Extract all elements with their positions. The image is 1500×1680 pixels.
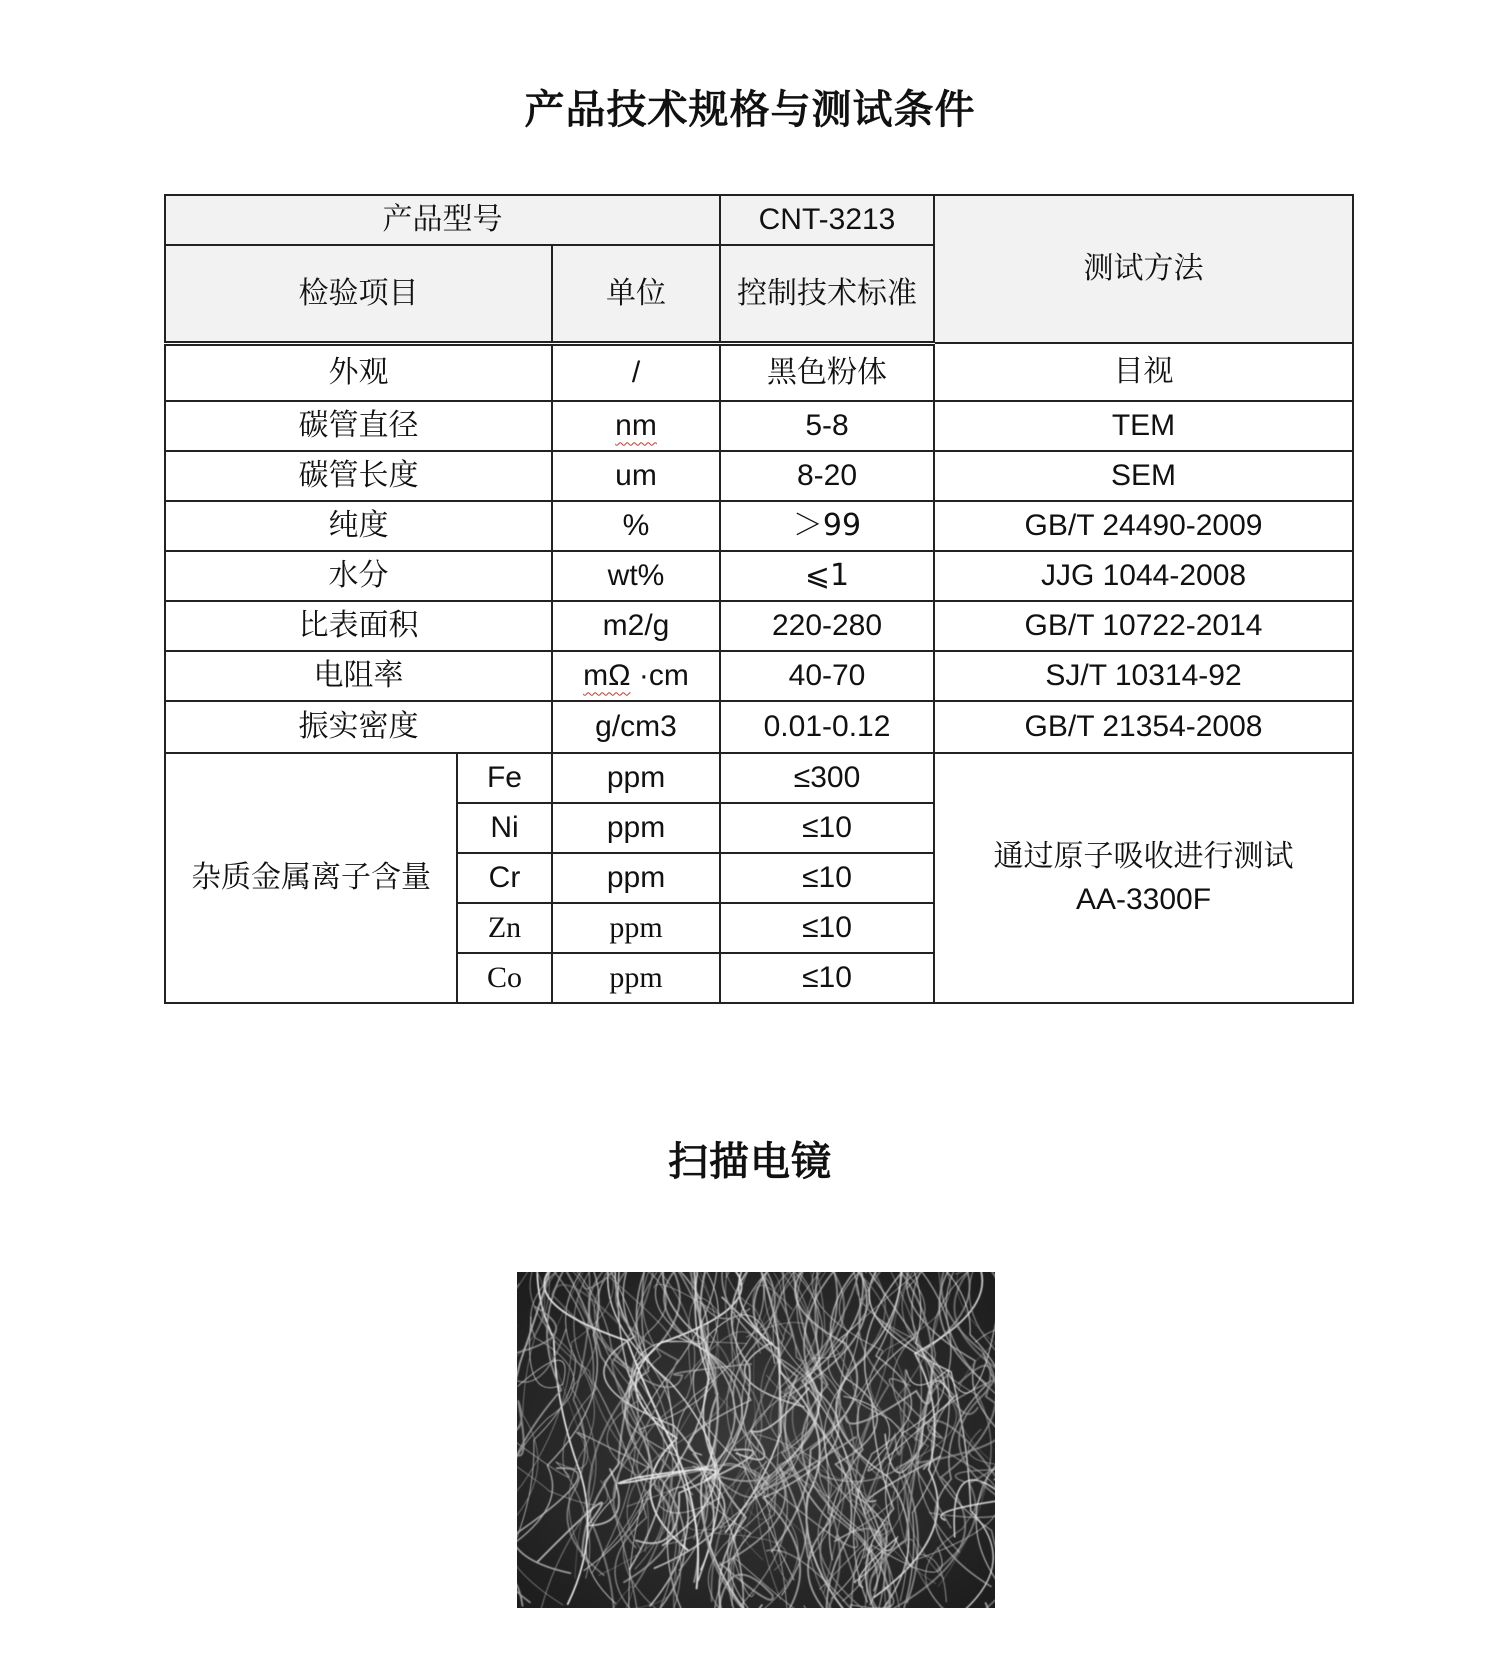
row-value: ⩽1 [720, 551, 934, 601]
sem-section-title: 扫描电镜 [668, 1139, 832, 1185]
row-item: 纯度 [165, 501, 552, 551]
impurity-method-line2: AA-3300F [1075, 883, 1212, 916]
impurity-method-line1: 通过原子吸收进行测试 [993, 838, 1294, 874]
row-unit [552, 401, 720, 451]
row-item: 水分 [165, 551, 552, 601]
row-unit [552, 651, 720, 701]
row-item: 碳管直径 [165, 401, 552, 451]
row-method: JJG 1044-2008 [934, 551, 1353, 601]
row-method: 目视 [934, 343, 1353, 401]
product-model-label: 产品型号 [165, 195, 720, 245]
element-unit: ppm [552, 803, 720, 853]
table-row [165, 551, 1353, 601]
test-method-header: 测试方法 [934, 195, 1353, 343]
row-unit: % [552, 501, 720, 551]
table-row [165, 343, 1353, 401]
element-symbol: Fe [457, 753, 552, 803]
row-unit: g/cm3 [552, 701, 720, 753]
row-value: 5-8 [720, 401, 934, 451]
row-method: SJ/T 10314-92 [934, 651, 1353, 701]
row-unit: wt% [552, 551, 720, 601]
row-method: SEM [934, 451, 1353, 501]
row-item: 电阻率 [165, 651, 552, 701]
element-value: ≤10 [720, 903, 934, 953]
document-title: 产品技术规格与测试条件 [524, 87, 976, 133]
header-row-model [165, 195, 1353, 245]
table-row [165, 701, 1353, 753]
element-value: ≤10 [720, 853, 934, 903]
element-unit: ppm [552, 853, 720, 903]
product-model-value: CNT-3213 [720, 195, 934, 245]
element-symbol: Cr [457, 853, 552, 903]
element-symbol: Ni [457, 803, 552, 853]
row-method: TEM [934, 401, 1353, 451]
row-unit: um [552, 451, 720, 501]
row-value: 40-70 [720, 651, 934, 701]
inspection-item-header: 检验项目 [165, 245, 552, 343]
row-method: GB/T 21354-2008 [934, 701, 1353, 753]
row-value: 8-20 [720, 451, 934, 501]
standard-header: 控制技术标准 [720, 245, 934, 343]
row-item: 振实密度 [165, 701, 552, 753]
table-row [165, 651, 1353, 701]
row-method: GB/T 10722-2014 [934, 601, 1353, 651]
table-row [165, 451, 1353, 501]
table-row [165, 601, 1353, 651]
table-row-impurity [165, 753, 1353, 803]
element-unit: ppm [552, 753, 720, 803]
table-row [165, 401, 1353, 451]
element-symbol: Co [457, 953, 552, 1003]
row-unit: / [552, 343, 720, 401]
impurity-label: 杂质金属离子含量 [165, 753, 457, 1003]
row-unit-text: nm [615, 409, 657, 443]
impurity-method [934, 753, 1353, 1003]
row-value: 0.01-0.12 [720, 701, 934, 753]
element-value: ≤300 [720, 753, 934, 803]
row-value: 220-280 [720, 601, 934, 651]
element-symbol: Zn [457, 903, 552, 953]
row-value: 黑色粉体 [720, 343, 934, 401]
row-value: ＞99 [720, 501, 934, 551]
sem-micrograph-image [517, 1272, 995, 1608]
element-value: ≤10 [720, 953, 934, 1003]
spec-table [164, 194, 1354, 1004]
table-row [165, 501, 1353, 551]
row-item: 碳管长度 [165, 451, 552, 501]
row-unit-prefix: mΩ [583, 659, 631, 693]
element-unit: ppm [552, 953, 720, 1003]
row-unit-suffix: ·cm [638, 659, 689, 693]
row-method: GB/T 24490-2009 [934, 501, 1353, 551]
row-unit: m2/g [552, 601, 720, 651]
row-item: 外观 [165, 343, 552, 401]
unit-header: 单位 [552, 245, 720, 343]
element-unit: ppm [552, 903, 720, 953]
element-value: ≤10 [720, 803, 934, 853]
row-item: 比表面积 [165, 601, 552, 651]
